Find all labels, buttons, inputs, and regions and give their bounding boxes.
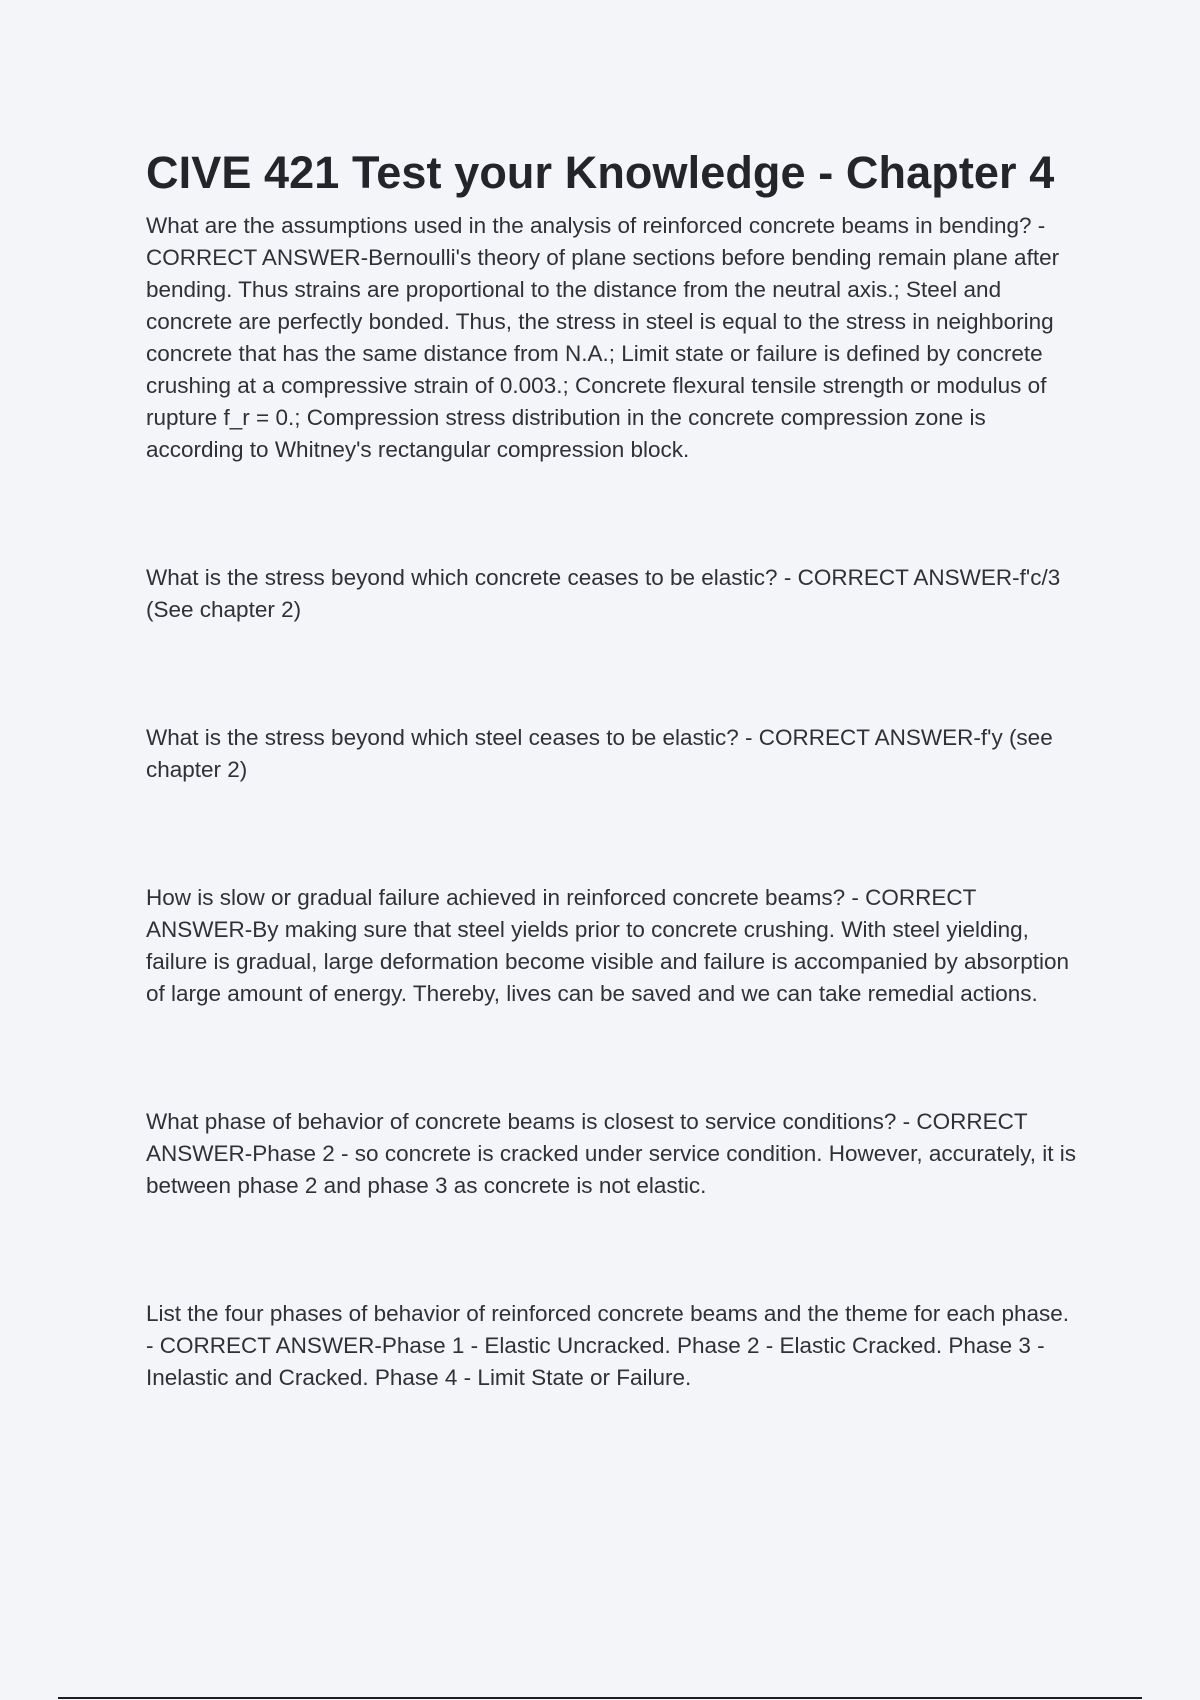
qa-item-concrete-elastic-stress: What is the stress beyond which concrete ceases to be elastic? - CORRECT ANSWER-f'c/3 (See chapter 2) [146,565,1061,622]
qa-item-gradual-failure: How is slow or gradual failure achieved in reinforced concrete beams? - CORRECT ANSWER-By making sure that steel yields prior to concrete crushing. With steel yielding, failure is gradual, large deformation become visible and failure is accompanied by absorption of large amount of energy. Thereby, lives can be saved and we can take remedial actions. [146,885,1070,1006]
qa-item-assumptions: What are the assumptions used in the analysis of reinforced concrete beams in bending? - CORRECT ANSWER-Bernoulli's theory of plane sections before bending remain plane after bending. Thus strains are proportional to the distance from the neutral axis.; Steel and concrete are perfectly bonded. Thus, the stress in steel is equal to the stress in neighboring concrete that has the same distance from N.A.; Limit state or failure is defined by concrete crushing at a compressive strain of 0.003.; Concrete flexural tensile strength or modulus of rupture f_r = 0.; Compression stress distribution in the concrete compression zone is according to Whitney's rectangular compression block. [146,213,1060,462]
document-title: CIVE 421 Test your Knowledge - Chapter 4 [146,147,1055,198]
page-bottom-rule [58,1697,1142,1699]
document-page [146,140,1076,1394]
qa-item-four-phases: List the four phases of behavior of reinforced concrete beams and the theme for each phase. - CORRECT ANSWER-Phase 1 - Elastic Uncracked. Phase 2 - Elastic Cracked. Phase 3 - Inelastic and Cracked. Phase 4 - Limit State or Failure. [146,1301,1070,1390]
qa-item-steel-elastic-stress: What is the stress beyond which steel ceases to be elastic? - CORRECT ANSWER-f'y (see chapter 2) [146,725,1053,782]
qa-item-service-phase: What phase of behavior of concrete beams is closest to service conditions? - CORRECT ANSWER-Phase 2 - so concrete is cracked under service condition. However, accurately, it is between phase 2 and phase 3 as concrete is not elastic. [146,1109,1076,1198]
